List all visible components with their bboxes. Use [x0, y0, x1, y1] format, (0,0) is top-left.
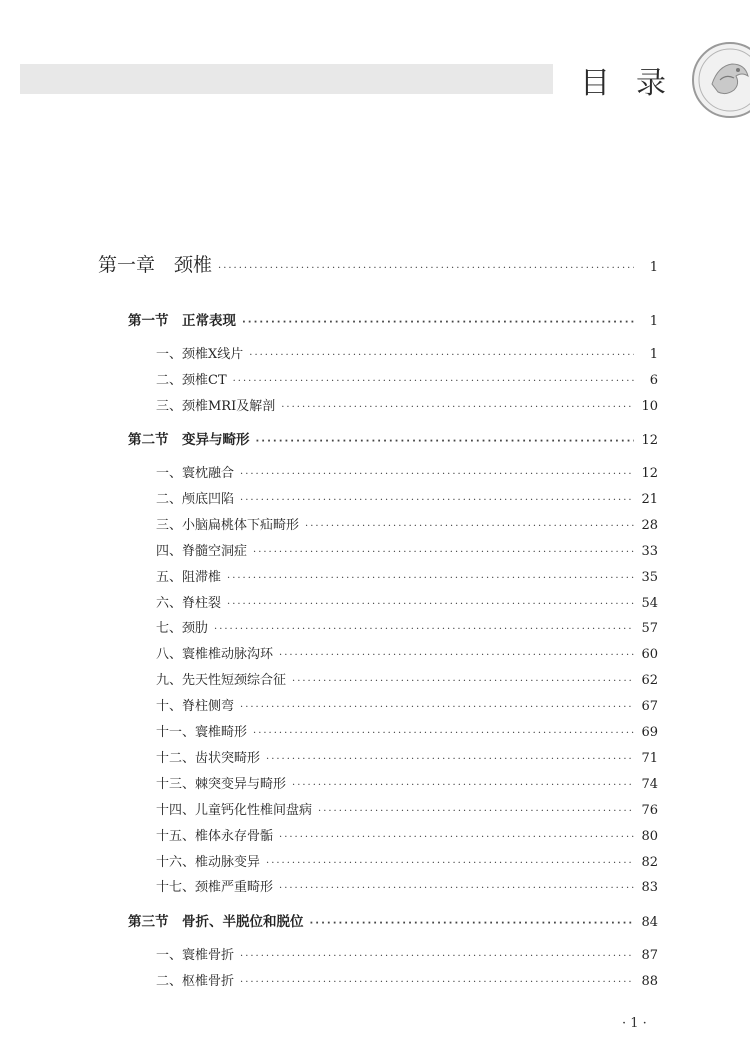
toc-item[interactable]	[0, 488, 750, 507]
toc-item[interactable]	[0, 514, 750, 533]
item-page: 74	[641, 776, 658, 792]
item-page: 62	[641, 673, 658, 689]
item-page: 76	[641, 802, 658, 818]
dot-leader	[240, 977, 634, 988]
item-label: 七、颈肋	[156, 621, 209, 637]
dot-leader	[240, 702, 634, 713]
dot-leader	[253, 728, 634, 739]
toc-section[interactable]	[0, 428, 750, 448]
dot-leader	[266, 754, 634, 765]
toc-item[interactable]	[0, 876, 750, 895]
item-page: 60	[641, 647, 658, 663]
dot-leader	[281, 402, 634, 413]
item-label: 二、颅底凹陷	[156, 491, 235, 507]
toc-section[interactable]	[0, 910, 750, 930]
toc-section[interactable]	[0, 309, 750, 329]
dot-leader	[292, 676, 634, 687]
toc-item[interactable]	[0, 970, 750, 989]
emblem-icon	[690, 40, 750, 120]
item-label: 二、颈椎CT	[156, 372, 227, 388]
item-label: 三、小脑扁桃体下疝畸形	[156, 517, 300, 533]
toc-item[interactable]	[0, 825, 750, 844]
dot-leader	[279, 883, 634, 894]
dot-leader	[233, 376, 634, 387]
toc-item[interactable]	[0, 695, 750, 714]
item-label: 二、枢椎骨折	[156, 973, 235, 989]
toc-item[interactable]	[0, 669, 750, 688]
item-label: 十一、寰椎畸形	[156, 725, 248, 740]
item-page: 10	[641, 398, 658, 414]
item-label: 九、先天性短颈综合征	[156, 673, 287, 689]
dot-leader	[227, 573, 634, 584]
item-label: 八、寰椎椎动脉沟环	[156, 647, 274, 663]
dot-leader	[240, 951, 634, 962]
item-page: 12	[641, 466, 658, 481]
item-label: 六、脊柱裂	[156, 595, 222, 611]
toc-item[interactable]	[0, 747, 750, 766]
section-label: 第二节 变异与畸形	[128, 432, 250, 448]
chapter-label: 第一章 颈椎	[98, 254, 213, 276]
item-page: 69	[641, 725, 658, 740]
item-page: 6	[649, 372, 658, 388]
item-page: 1	[649, 347, 658, 362]
item-label: 一、颈椎X线片	[156, 347, 244, 362]
toc-item[interactable]	[0, 566, 750, 585]
toc-item[interactable]	[0, 462, 750, 481]
chapter-page: 1	[649, 260, 658, 275]
dot-leader	[292, 780, 634, 791]
section-label: 第一节 正常表现	[128, 313, 236, 329]
item-label: 十六、椎动脉变异	[156, 854, 261, 870]
toc-item[interactable]	[0, 592, 750, 611]
dot-leader	[310, 918, 635, 929]
item-page: 33	[641, 543, 658, 559]
item-label: 五、阻滞椎	[156, 569, 222, 585]
item-page: 88	[641, 973, 658, 989]
dot-leader	[256, 436, 635, 447]
dot-leader	[214, 624, 634, 635]
section-page: 84	[641, 915, 658, 930]
item-label: 三、颈椎MRI及解剖	[156, 398, 276, 414]
dot-leader	[249, 350, 634, 361]
item-page: 28	[641, 517, 658, 533]
toc-item[interactable]	[0, 369, 750, 388]
dot-leader	[279, 832, 634, 843]
toc-item[interactable]	[0, 721, 750, 740]
dot-leader	[305, 521, 634, 532]
toc-item[interactable]	[0, 540, 750, 559]
item-page: 57	[641, 621, 658, 637]
item-label: 一、寰枕融合	[156, 466, 235, 481]
item-page: 82	[641, 854, 658, 870]
section-label: 第三节 骨折、半脱位和脱位	[128, 914, 304, 930]
toc-item[interactable]	[0, 395, 750, 414]
item-label: 十二、齿状突畸形	[156, 750, 261, 766]
toc-item[interactable]	[0, 343, 750, 362]
dot-leader	[242, 317, 634, 328]
dot-leader	[227, 599, 634, 610]
dot-leader	[240, 469, 634, 480]
dot-leader	[240, 495, 634, 506]
toc-chapter[interactable]	[0, 250, 750, 277]
section-page: 12	[641, 433, 658, 448]
dot-leader	[318, 806, 634, 817]
item-page: 35	[641, 569, 658, 585]
item-label: 十四、儿童钙化性椎间盘病	[156, 802, 313, 818]
item-label: 四、脊髓空洞症	[156, 543, 248, 559]
dot-leader	[266, 858, 634, 869]
dot-leader	[279, 650, 634, 661]
dot-leader	[253, 547, 634, 558]
toc-item[interactable]	[0, 944, 750, 963]
item-page: 54	[641, 595, 658, 611]
item-label: 一、寰椎骨折	[156, 948, 235, 963]
toc-item[interactable]	[0, 773, 750, 792]
item-label: 十三、棘突变异与畸形	[156, 776, 287, 792]
toc-item[interactable]	[0, 617, 750, 636]
item-page: 67	[641, 699, 658, 715]
page-number: · 1 ·	[622, 1016, 647, 1031]
item-label: 十、脊柱侧弯	[156, 699, 235, 715]
item-label: 十七、颈椎严重畸形	[156, 880, 274, 896]
section-page: 1	[649, 314, 658, 329]
item-page: 80	[641, 828, 658, 844]
item-page: 83	[641, 880, 658, 896]
dot-leader	[218, 263, 634, 274]
toc-item[interactable]	[0, 851, 750, 870]
item-page: 87	[641, 948, 658, 963]
toc-item[interactable]	[0, 799, 750, 818]
page-title: 目录	[580, 66, 692, 101]
item-page: 71	[641, 750, 658, 766]
item-page: 21	[641, 491, 658, 507]
item-label: 十五、椎体永存骨骺	[156, 828, 274, 844]
toc-item[interactable]	[0, 643, 750, 662]
header-bar	[20, 64, 553, 94]
